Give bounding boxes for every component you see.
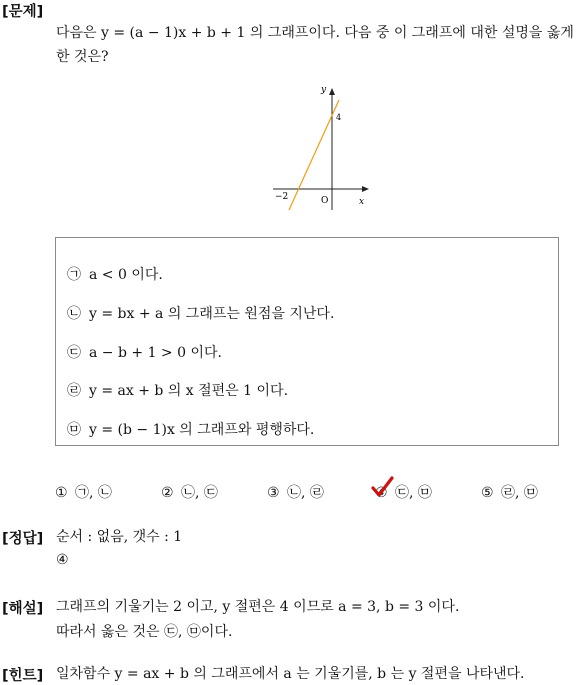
statements-box	[55, 237, 559, 446]
explanation-line2: 따라서 옳은 것은 ㉢, ㉤이다.	[56, 624, 233, 640]
function-graph	[265, 80, 375, 215]
statement-1	[67, 264, 163, 284]
choice-2[interactable]	[161, 482, 218, 502]
problem-label: [문제]	[2, 4, 44, 20]
hint-line1: 일차함수 y = ax + b 의 그래프에서 a 는 기울기를, b 는 y 절편을 나타낸다.	[56, 666, 525, 682]
choice-text: ㉡, ㉣	[287, 485, 324, 501]
answer-choices	[55, 482, 575, 502]
y-axis	[329, 88, 335, 210]
statement-mark: ㉣	[67, 383, 81, 399]
statement-mark: ㉡	[67, 306, 81, 322]
statement-5	[67, 419, 314, 439]
problem-text-line1: 다음은 y = (a − 1)x + b + 1 의 그래프이다. 다음 중 이 그래프에 대한 설명을 옳게	[56, 25, 574, 41]
statement-mark: ㉤	[67, 422, 81, 438]
statement-mark: ㉠	[67, 267, 81, 283]
statement-4	[67, 380, 288, 400]
choice-number: ②	[161, 485, 174, 501]
statement-text: y = (b − 1)x 의 그래프와 평행하다.	[89, 422, 315, 438]
statement-text: y = bx + a 의 그래프는 원점을 지난다.	[89, 306, 335, 322]
choice-text: ㉠, ㉡	[75, 485, 112, 501]
y-intercept-label: 4	[336, 113, 342, 122]
problem-text-line2: 한 것은?	[56, 49, 109, 65]
choice-number: ③	[267, 485, 280, 501]
statement-3	[67, 342, 222, 362]
answer-line1: 순서 : 없음, 갯수 : 1	[56, 529, 183, 545]
x-intercept-label: −2	[275, 192, 289, 202]
checkmark-icon	[370, 476, 394, 498]
explanation-label: [해설]	[2, 601, 44, 617]
choice-text: ㉣, ㉤	[501, 485, 538, 501]
choice-number: ⑤	[481, 485, 494, 501]
hint-label: [힌트]	[2, 668, 44, 684]
choice-text: ㉡, ㉢	[181, 485, 218, 501]
statement-text: y = ax + b 의 x 절편은 1 이다.	[89, 383, 289, 399]
y-axis-label: y	[321, 85, 327, 95]
choice-5[interactable]	[481, 482, 538, 502]
statement-mark: ㉢	[67, 345, 81, 361]
x-axis-label: x	[359, 197, 365, 207]
answer-line2: ④	[56, 552, 69, 568]
choice-4[interactable]	[375, 482, 432, 502]
choice-number: ④	[375, 485, 388, 501]
choice-3[interactable]	[267, 482, 324, 502]
choice-1[interactable]	[55, 482, 112, 502]
statement-text: a < 0 이다.	[89, 267, 163, 283]
answer-label: [정답]	[2, 531, 44, 547]
choice-text: ㉢, ㉤	[395, 485, 432, 501]
statement-text: a − b + 1 > 0 이다.	[89, 345, 222, 361]
origin-label: O	[321, 196, 329, 206]
choice-number: ①	[55, 485, 68, 501]
statement-2	[67, 303, 334, 323]
explanation-line1: 그래프의 기울기는 2 이고, y 절편은 4 이므로 a = 3, b = 3 이다.	[56, 599, 460, 615]
